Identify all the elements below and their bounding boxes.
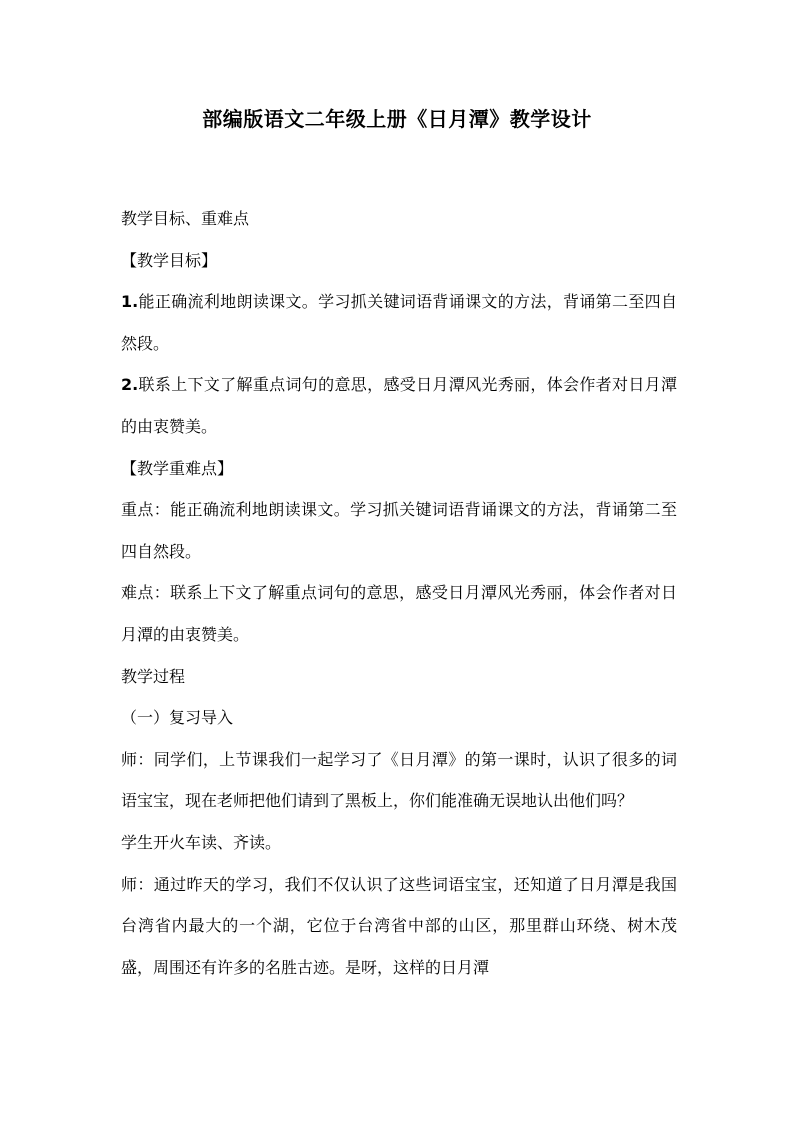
paragraph-text: 能正确流利地朗读课文。学习抓关键词语背诵课文的方法，背诵第二至四自然段。 bbox=[121, 292, 677, 353]
paragraph-text: 重点：能正确流利地朗读课文。学习抓关键词语背诵课文的方法，背诵第二至四自然段。 bbox=[121, 500, 677, 561]
paragraph-text: 难点：联系上下文了解重点词句的意思，感受日月潭风光秀丽，体会作者对日月潭的由衷赞美。 bbox=[121, 583, 677, 644]
goal-item-2 bbox=[121, 364, 677, 447]
goal-item-1 bbox=[121, 281, 677, 364]
key-point bbox=[121, 489, 677, 572]
section-heading-objectives bbox=[121, 198, 677, 240]
teacher-paragraph bbox=[121, 739, 677, 822]
paragraph-text: 【教学重难点】 bbox=[121, 458, 234, 478]
paragraph-text: 教学过程 bbox=[121, 666, 186, 686]
paragraph-text: 学生开火车读、齐读。 bbox=[121, 832, 282, 852]
document-body bbox=[121, 198, 677, 988]
paragraph-text: 师：同学们，上节课我们一起学习了《日月潭》的第一课时，认识了很多的词语宝宝，现在老师把他们请到了黑板上，你们能准确无误地认出他们吗？ bbox=[121, 749, 677, 811]
subheading-teaching-goals bbox=[121, 240, 677, 282]
difficult-point bbox=[121, 572, 677, 655]
paragraph-text: 联系上下文了解重点词句的意思，感受日月潭风光秀丽，体会作者对日月潭的由衷赞美。 bbox=[121, 375, 677, 436]
teacher-paragraph bbox=[121, 864, 677, 989]
subheading-review bbox=[121, 697, 677, 739]
paragraph-text: 【教学目标】 bbox=[121, 250, 218, 270]
goal-number: 2. bbox=[121, 375, 139, 395]
paragraph-text: （一）复习导入 bbox=[121, 708, 234, 728]
paragraph-text: 教学目标、重难点 bbox=[121, 209, 250, 228]
section-heading-process bbox=[121, 656, 677, 698]
student-paragraph bbox=[121, 822, 677, 864]
document-title: 部编版语文二年级上册《日月潭》教学设计 bbox=[202, 107, 592, 131]
subheading-key-points bbox=[121, 448, 677, 490]
paragraph-text: 师：通过昨天的学习，我们不仅认识了这些词语宝宝，还知道了日月潭是我国台湾省内最大的一个湖，它位于台湾省中部的山区，那里群山环绕、树木茂盛，周围还有许多的名胜古迹。是呀，这样的日月潭 bbox=[121, 874, 677, 977]
goal-number: 1. bbox=[121, 292, 139, 312]
